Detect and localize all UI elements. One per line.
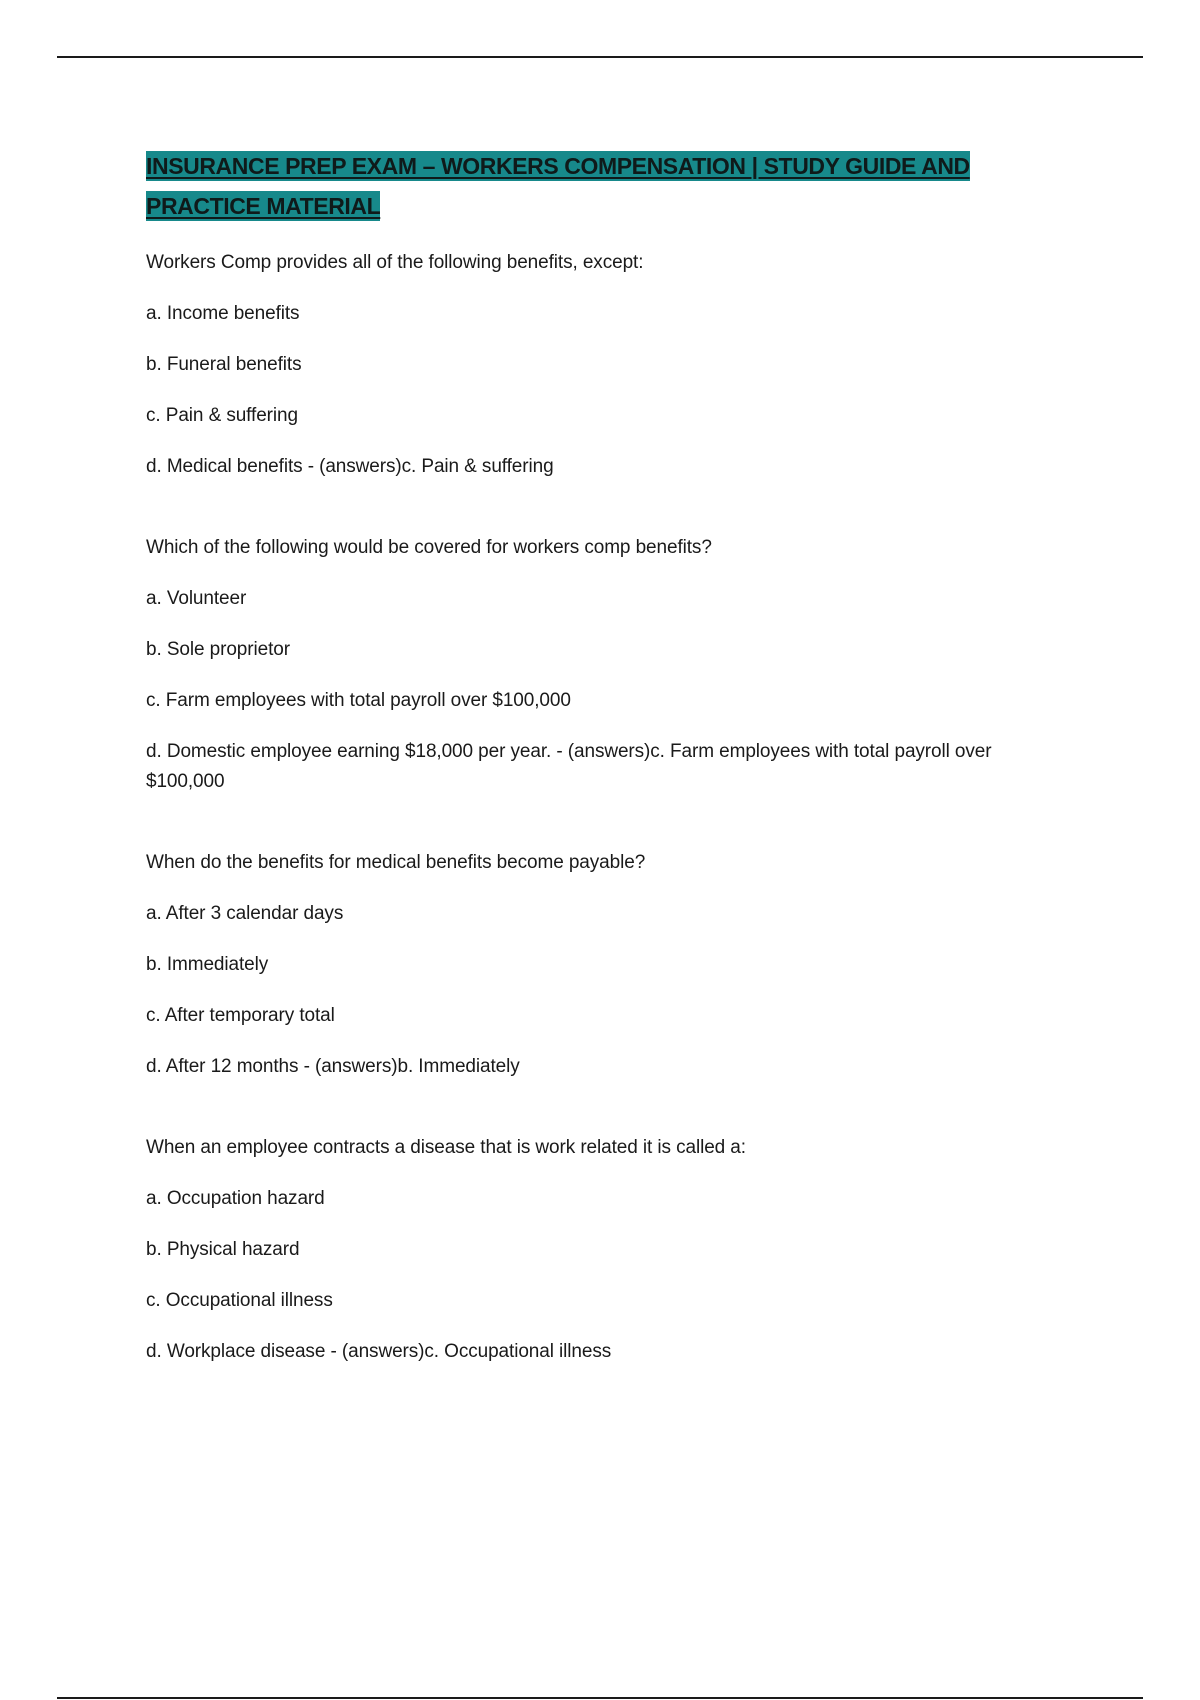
option-b: b. Physical hazard <box>146 1239 300 1260</box>
option-c: c. Pain & suffering <box>146 405 298 426</box>
option-d-with-answer: d. Domestic employee earning $18,000 per year. - (answers)c. Farm employees with total payroll over $100,000 <box>146 741 992 792</box>
option-d-with-answer: d. Medical benefits - (answers)c. Pain & suffering <box>146 456 554 477</box>
question-block-4 <box>146 1133 1066 1367</box>
option-b: b. Immediately <box>146 954 269 975</box>
option-a: a. Volunteer <box>146 588 247 609</box>
option-d-with-answer: d. Workplace disease - (answers)c. Occupational illness <box>146 1341 612 1362</box>
document-title <box>146 146 1066 226</box>
option-c: c. Farm employees with total payroll over $100,000 <box>146 690 571 711</box>
option-b: b. Sole proprietor <box>146 639 290 660</box>
option-a: a. Occupation hazard <box>146 1188 325 1209</box>
option-c: c. Occupational illness <box>146 1290 333 1311</box>
question-text: When do the benefits for medical benefits become payable? <box>146 852 646 873</box>
question-text: Workers Comp provides all of the following benefits, except: <box>146 252 644 273</box>
header-rule <box>57 56 1143 58</box>
option-a: a. After 3 calendar days <box>146 903 344 924</box>
question-text: Which of the following would be covered for workers comp benefits? <box>146 537 712 558</box>
option-c: c. After temporary total <box>146 1005 335 1026</box>
document-body <box>146 146 1066 1418</box>
footer-rule <box>57 1697 1143 1699</box>
question-block-1 <box>146 248 1066 482</box>
option-b: b. Funeral benefits <box>146 354 302 375</box>
option-d-with-answer: d. After 12 months - (answers)b. Immediately <box>146 1056 520 1077</box>
question-text: When an employee contracts a disease that is work related it is called a: <box>146 1137 746 1158</box>
question-block-3 <box>146 848 1066 1082</box>
question-block-2 <box>146 533 1066 797</box>
document-title-text: INSURANCE PREP EXAM – WORKERS COMPENSATION | STUDY GUIDE AND PRACTICE MATERIAL <box>146 153 970 219</box>
option-a: a. Income benefits <box>146 303 300 324</box>
